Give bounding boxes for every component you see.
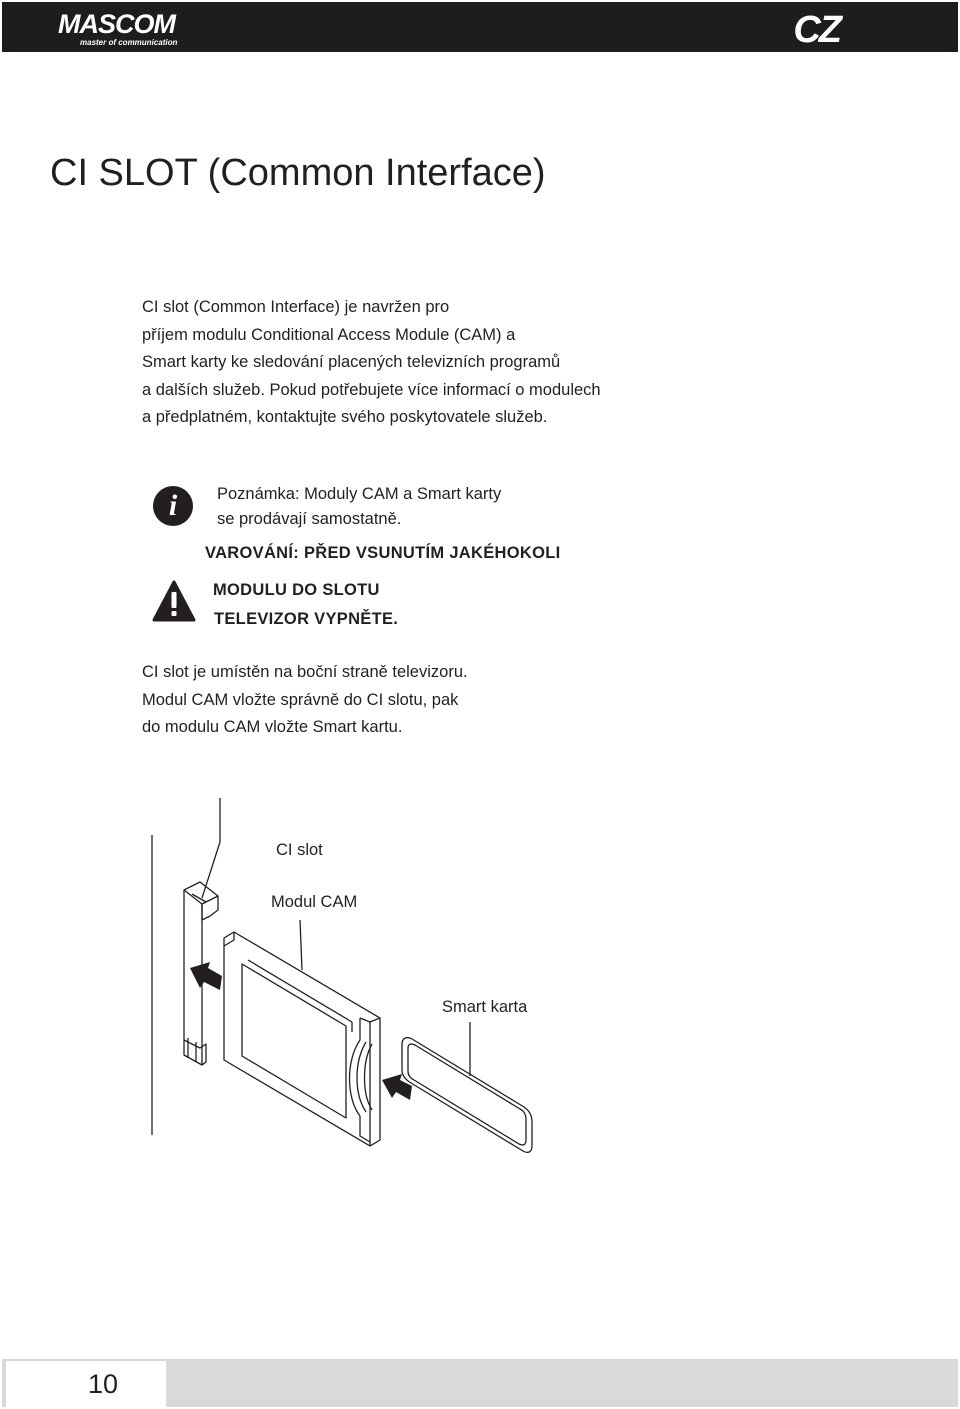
smart-card xyxy=(400,1036,534,1170)
warning-line: MODULU DO SLOTU xyxy=(213,581,380,599)
info-icon: i xyxy=(153,486,193,526)
instructions-paragraph xyxy=(142,659,468,742)
header-bar xyxy=(2,2,958,52)
note-line: se prodávají samostatně. xyxy=(217,510,402,528)
cam-leader-line xyxy=(300,920,302,970)
page-title: CI SLOT (Common Interface) xyxy=(50,152,546,194)
cam-module-label: Modul CAM xyxy=(271,893,358,911)
logo-wordmark: MASCOM xyxy=(58,9,175,39)
intro-line: CI slot (Common Interface) je navržen pro xyxy=(142,298,450,316)
intro-line: a předplatném, kontaktujte svého poskytovatele služeb. xyxy=(142,408,548,426)
note-line: Poznámka: Moduly CAM a Smart karty xyxy=(217,485,502,503)
note-text xyxy=(217,482,501,532)
logo-tagline: master of communication xyxy=(80,38,178,47)
warning-triangle-icon xyxy=(152,580,196,622)
intro-line: Smart karty ke sledování placených televizních programů xyxy=(142,353,561,371)
warning-line: VAROVÁNÍ: PŘED VSUNUTÍM JAKÉHOKOLI xyxy=(205,544,561,562)
instruction-line: CI slot je umístěn na boční straně televizoru. xyxy=(142,663,468,681)
page-number: 10 xyxy=(88,1369,119,1399)
instruction-line: do modulu CAM vložte Smart kartu. xyxy=(142,718,403,736)
ci-slot-label: CI slot xyxy=(276,841,323,859)
page-number-box xyxy=(6,1361,166,1407)
ci-slot-illustration xyxy=(140,790,560,1170)
smart-card-label: Smart karta xyxy=(442,998,528,1016)
intro-line: a dalších služeb. Pokud potřebujete více informací o modulech xyxy=(142,380,601,399)
insert-arrow-cam xyxy=(190,962,222,990)
intro-line: příjem modulu Conditional Access Module (CAM) a xyxy=(142,325,516,344)
mascom-logo xyxy=(58,10,177,47)
language-code: CZ xyxy=(793,9,840,51)
intro-paragraph xyxy=(142,294,601,432)
instruction-line: Modul CAM vložte správně do CI slotu, pak xyxy=(142,690,459,709)
insert-arrow-card xyxy=(382,1074,412,1100)
warning-line: TELEVIZOR VYPNĚTE. xyxy=(214,610,399,628)
